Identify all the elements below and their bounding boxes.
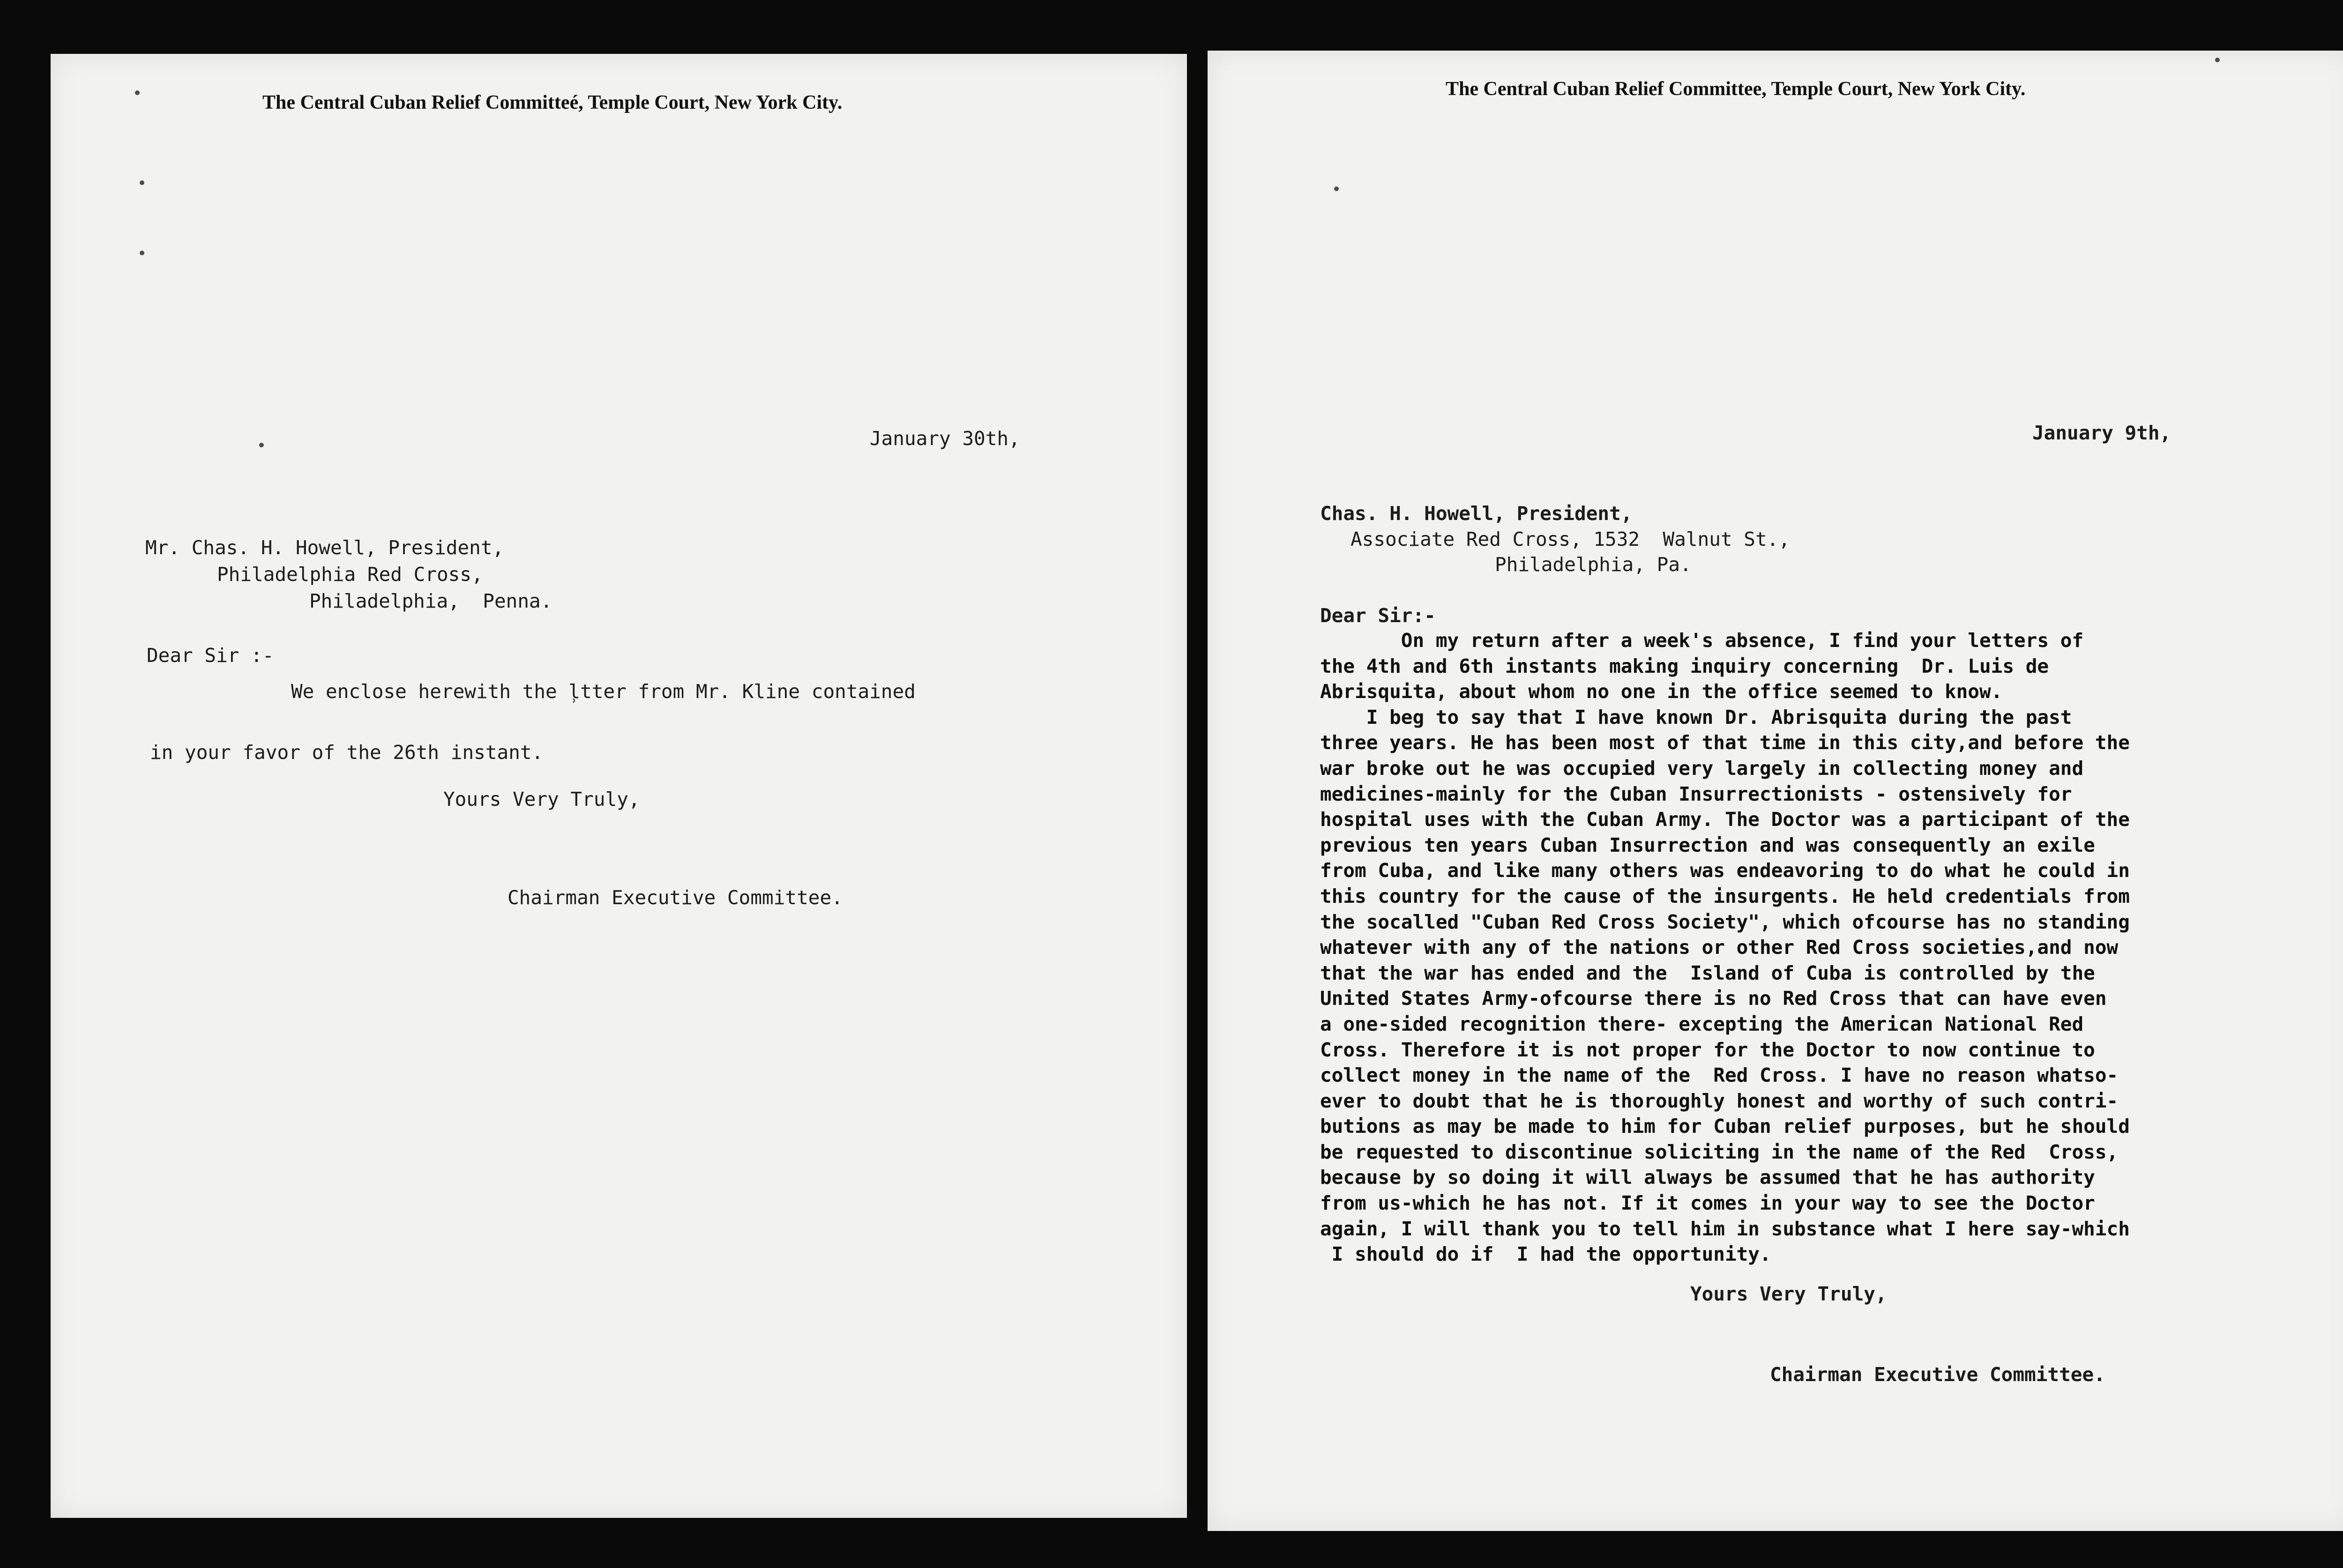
body-line: On my return after a week's absence, I find your letters of — [1320, 629, 2084, 652]
ink-speck — [259, 443, 264, 447]
ink-speck — [1334, 186, 1339, 191]
body-line: I beg to say that I have known Dr. Abrisquita during the past — [1320, 706, 2072, 728]
body-line: three years. He has been most of that time in this city,and before the — [1320, 731, 2130, 754]
body-line: whatever with any of the nations or other Red Cross societies,and now — [1320, 936, 2119, 959]
signature-title: Chairman Executive Committee. — [507, 886, 843, 909]
body-line: butions as may be made to him for Cuban relief purposes, but he should — [1320, 1115, 2130, 1138]
right-letter-page — [1208, 51, 2343, 1531]
body-line: again, I will thank you to tell him in substance what I here say-which — [1320, 1217, 2130, 1240]
ink-speck — [140, 251, 144, 255]
salutation: Dear Sir :- — [147, 644, 274, 667]
address-line: Associate Red Cross, 1532 Walnut St., — [1351, 528, 1790, 550]
address-line: Mr. Chas. H. Howell, President, — [145, 536, 504, 559]
body-line: the 4th and 6th instants making inquiry concerning Dr. Luis de — [1320, 654, 2049, 677]
ink-speck — [2215, 58, 2220, 62]
salutation: Dear Sir:- — [1320, 604, 1436, 627]
address-line: Philadelphia, Penna. — [309, 590, 552, 612]
body-line: collect money in the name of the Red Cross. I have no reason whatso- — [1320, 1064, 2119, 1087]
body-line: hospital uses with the Cuban Army. The Doctor was a participant of the — [1320, 808, 2130, 831]
body-line: from Cuba, and like many others was endeavoring to do what he could in — [1320, 859, 2130, 882]
body-line: because by so doing it will always be assumed that he has authority — [1320, 1166, 2095, 1189]
letter-body — [1320, 628, 2130, 1267]
body-line: medicines-mainly for the Cuban Insurrectionists - ostensively for — [1320, 782, 2072, 805]
body-line: that the war has ended and the Island of Cuba is controlled by the — [1320, 961, 2095, 984]
letterhead: The Central Cuban Relief Committee, Temple Court, New York City. — [1446, 78, 2026, 100]
body-line: We enclose herewith the l̹tter from Mr. Kline contained — [291, 680, 916, 703]
body-line: the socalled "Cuban Red Cross Society", which ofcourse has no standing — [1320, 910, 2130, 933]
address-line: Philadelphia, Pa. — [1495, 553, 1692, 576]
closing: Yours Very Truly, — [443, 788, 640, 810]
ink-speck — [140, 180, 144, 185]
ink-speck — [135, 90, 140, 95]
left-letter-page — [51, 54, 1187, 1518]
body-line: United States Army-ofcourse there is no Red Cross that can have even — [1320, 987, 2107, 1010]
body-line: Cross. Therefore it is not proper for the Doctor to now continue to — [1320, 1038, 2095, 1061]
letter-date: January 30th, — [870, 427, 1020, 450]
letter-date: January 9th, — [2032, 422, 2171, 444]
address-line: Philadelphia Red Cross, — [217, 563, 483, 586]
body-line: be requested to discontinue soliciting in the name of the Red Cross, — [1320, 1140, 2119, 1163]
body-line: I should do if I had the opportunity. — [1320, 1243, 1771, 1266]
body-line: in your favor of the 26th instant. — [150, 741, 544, 764]
closing: Yours Very Truly, — [1690, 1283, 1887, 1305]
body-line: war broke out he was occupied very largely in collecting money and — [1320, 757, 2084, 780]
body-line: from us-which he has not. If it comes in your way to see the Doctor — [1320, 1192, 2095, 1215]
letterhead: The Central Cuban Relief Committeé, Temple Court, New York City. — [262, 92, 843, 113]
body-line: ever to doubt that he is thoroughly honest and worthy of such contri- — [1320, 1089, 2119, 1112]
address-line: Chas. H. Howell, President, — [1320, 502, 1633, 525]
body-line: this country for the cause of the insurgents. He held credentials from — [1320, 884, 2130, 907]
body-line: a one-sided recognition there- excepting the American National Red — [1320, 1012, 2084, 1035]
body-line: Abrisquita, about whom no one in the office seemed to know. — [1320, 680, 2003, 703]
body-line: previous ten years Cuban Insurrection and was consequently an exile — [1320, 833, 2095, 856]
signature-title: Chairman Executive Committee. — [1770, 1363, 2105, 1386]
